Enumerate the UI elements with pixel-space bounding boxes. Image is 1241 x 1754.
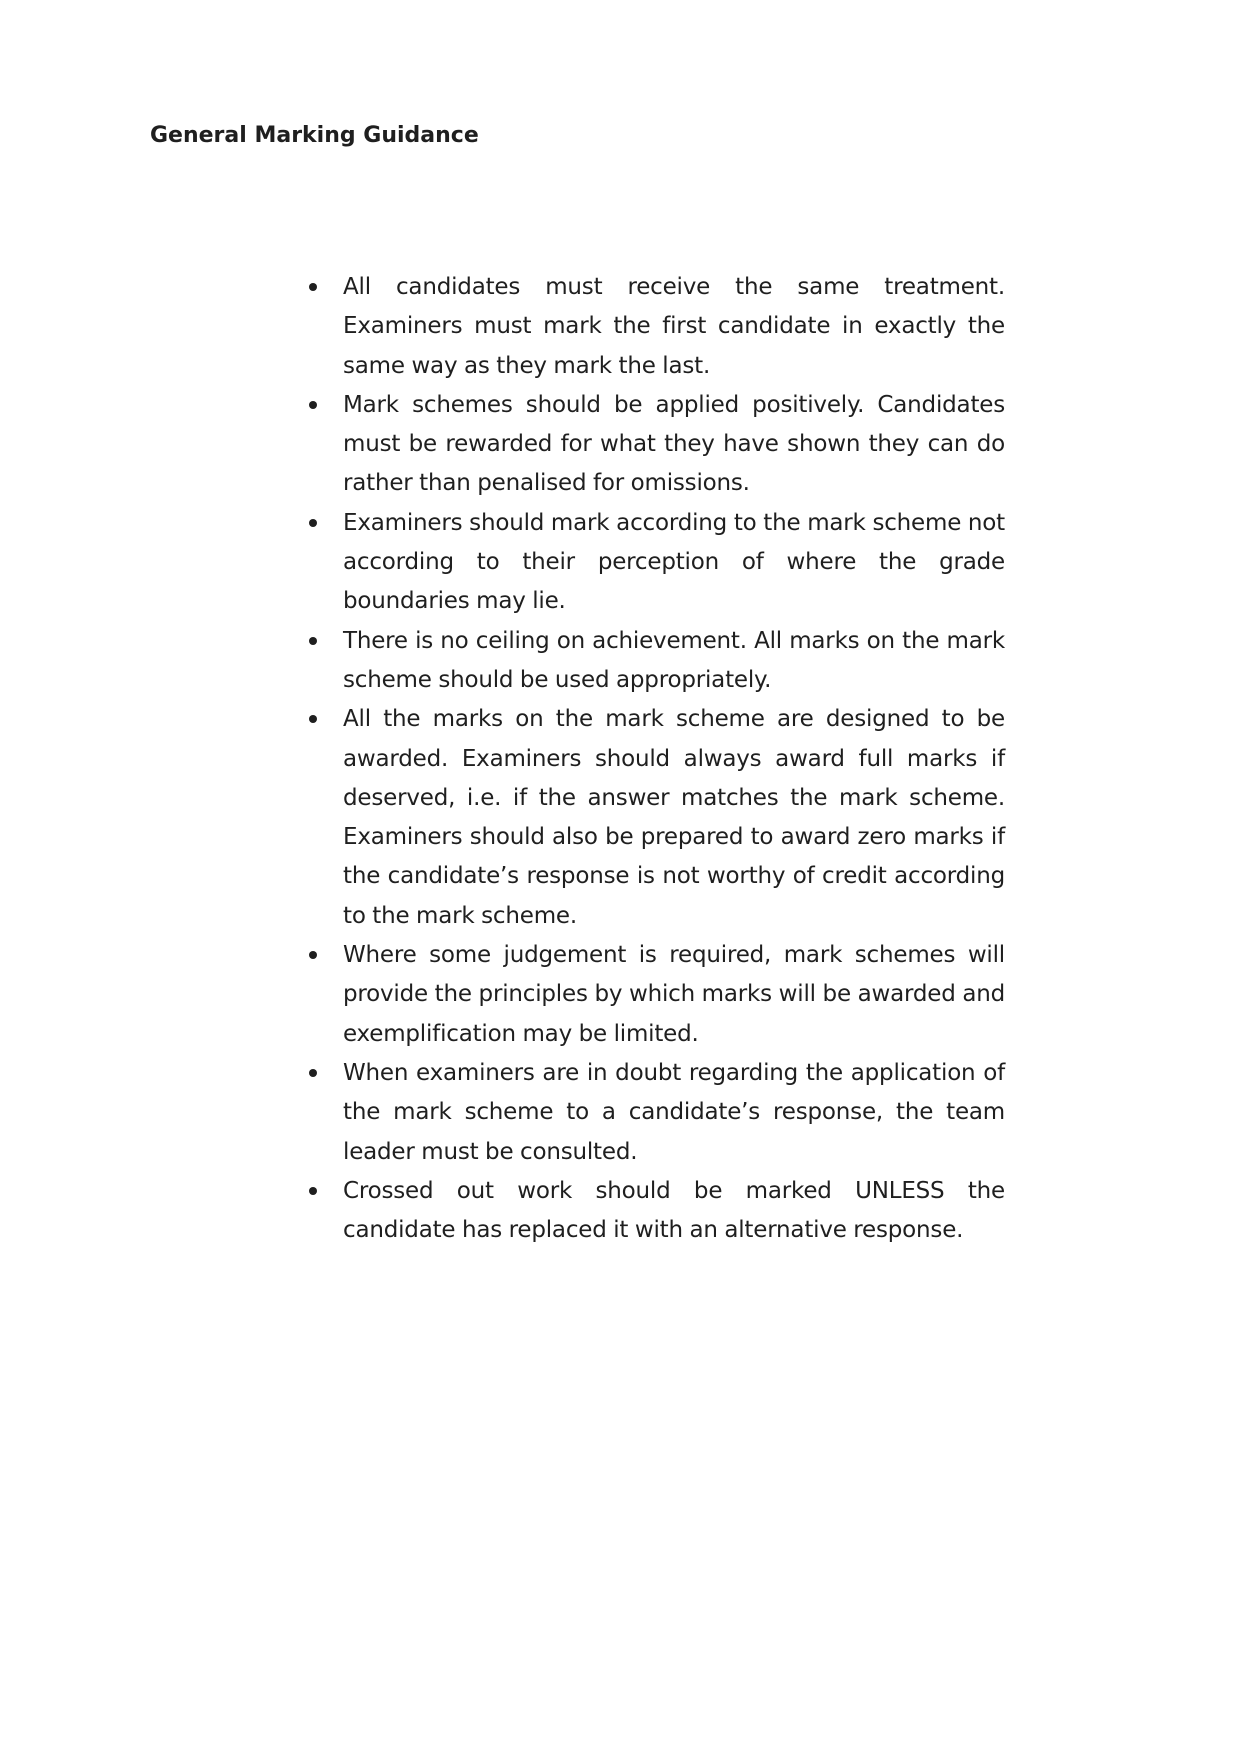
list-item-text: There is no ceiling on achievement. All marks on the mark scheme should be used appropriately. (343, 627, 1005, 693)
list-item-text: Where some judgement is required, mark schemes will provide the principles by which marks will be awarded and exemplification may be limited. (343, 942, 1005, 1047)
list-item (343, 268, 1005, 386)
list-item (343, 386, 1005, 504)
bullet-icon (309, 519, 317, 527)
list-item (343, 504, 1005, 622)
page-title: General Marking Guidance (150, 123, 479, 148)
list-item (343, 622, 1005, 701)
list-item (343, 700, 1005, 936)
list-item-text: All candidates must receive the same treatment. Examiners must mark the first candidate in exactly the same way as they mark the last. (343, 274, 1005, 379)
bullet-icon (309, 951, 317, 959)
list-item-text: All the marks on the mark scheme are designed to be awarded. Examiners should always award full marks if deserved, i.e. if the answer matches the mark scheme. Examiners should also be prepared to award zero marks if the candidate’s response is not worthy of credit according to the mark scheme. (343, 706, 1005, 929)
guidance-list (343, 268, 1005, 1250)
bullet-icon (309, 637, 317, 645)
bullet-icon (309, 401, 317, 409)
bullet-icon (309, 1187, 317, 1195)
bullet-icon (309, 715, 317, 723)
list-item-text: Crossed out work should be marked UNLESS the candidate has replaced it with an alternative response. (343, 1177, 1005, 1244)
list-item (343, 1172, 1005, 1251)
list-item (343, 936, 1005, 1054)
bullet-icon (309, 283, 317, 291)
list-item-text: Examiners should mark according to the mark scheme not according to their perception of where the grade boundaries may lie. (343, 509, 1005, 615)
list-item (343, 1054, 1005, 1172)
list-item-text: When examiners are in doubt regarding the application of the mark scheme to a candidate’s response, the team leader must be consulted. (343, 1059, 1005, 1165)
list-item-text: Mark schemes should be applied positively. Candidates must be rewarded for what they have shown they can do rather than penalised for omissions. (343, 391, 1005, 497)
bullet-icon (309, 1069, 317, 1077)
